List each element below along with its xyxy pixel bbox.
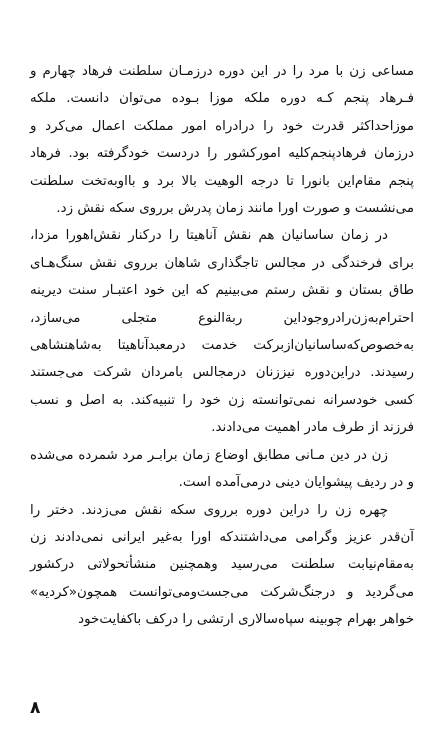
page-number: ۸ (30, 698, 41, 718)
paragraph-3: زن در دین مـانی مطابق اوضاع زمان برابـر مرد شمرده می‌شده و در ردیف پیشوایان دینی درمی‌آمده است. (30, 447, 414, 491)
text-body (30, 58, 414, 634)
paragraph-2: در زمان ساسانیان هم نقش آناهیتا را درکنار نقش‌اهورا مزدا، برای فرخندگی در مجالس تاجگذاری شاهان برروی نقش سنگ‌هـای طاق بستان و نقش رستم می‌بینیم که این خود اعتبـار سنت دیرینه احترام‌به‌زن‌رادروجوداین ربةالنوع متجلی می‌سازد، به‌خصوص‌که‌ساسانیان‌ازبرکت خدمت درمعبدآناهیتا به‌شاهنشاهی رسیدند. دراین‌دوره نیززنان درمجالس بامردان شرکت می‌جستند کسی خودسرانه نمی‌توانسته زن خود را تنبیه‌کند. به اصل و نسب فرزند از طرف مادر اهمیت می‌دادند. (30, 228, 414, 436)
paragraph-1: مساعی زن با مرد را در این دوره درزمـان سلطنت فرهاد چهارم و فـرهاد پنجم کـه دوره ملکه موزا بـوده می‌توان دانست. ملکه موزاحداکثر قدرت خود را درادراه امور مملکت اعمال می‌کرد و درزمان فرهادپنجم‌کلیه امورکشور را دردست خودگرفته بود. فرهاد پنجم مقام‌این بانورا تا درجه الوهیت بالا برد و باا‌وبه‌تخت سلطنت می‌نشست و صورت اورا مانند زمان پدرش برروی سکه نقش زد. (30, 64, 414, 217)
paragraph-4: چهره زن را دراین دوره برروی سکه نقش می‌زدند. دختر را آن‌قدر عزیز وگرامی می‌داشتندکه اورا به‌غیر ایرانی نمی‌دادند زن به‌مقام‌نیابت سلطنت می‌رسید وهمچنین منشأتحولاتی درکشور می‌گردید و درجنگ‌شرکت می‌جست‌ومی‌توانست همچون«کردیه» خواهر بهرام چوبینه سپاه‌سالاری ارتشی را درکف باکفایت‌خود (30, 502, 414, 628)
